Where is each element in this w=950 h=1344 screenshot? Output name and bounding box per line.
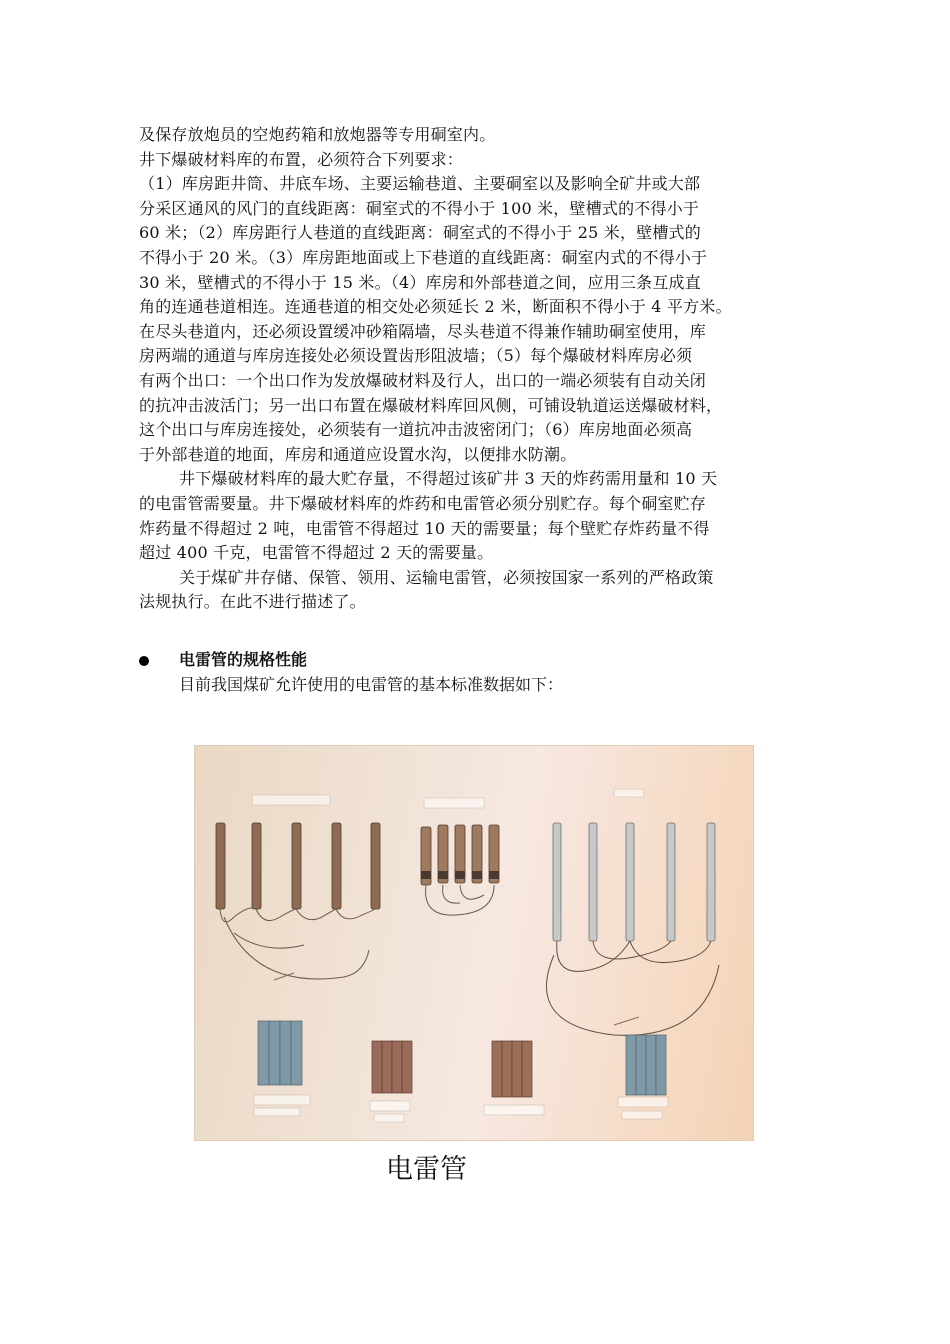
section-title: 电雷管的规格性能 bbox=[179, 650, 308, 669]
detonator-illustration bbox=[194, 745, 754, 1141]
detonator-photo bbox=[194, 745, 754, 1141]
text-line: 在尽头巷道内，还必须设置缓冲砂箱隔墙，尽头巷道不得兼作辅助硐室使用，库 bbox=[139, 321, 707, 341]
text-line: 法规执行。在此不进行描述了。 bbox=[139, 592, 366, 612]
text-line: 关于煤矿井存储、保管、领用、运输电雷管，必须按国家一系列的严格政策 bbox=[179, 567, 714, 587]
text-line: 于外部巷道的地面，库房和通道应设置水沟，以便排水防潮。 bbox=[139, 444, 577, 464]
text-line: 炸药量不得超过 2 吨，电雷管不得超过 10 天的需要量；每个壁贮存炸药量不得 bbox=[139, 518, 710, 538]
text-line: （1）库房距井筒、井底车场、主要运输巷道、主要硐室以及影响全矿井或大部 bbox=[139, 174, 701, 194]
text-line: 井下爆破材料库的最大贮存量，不得超过该矿井 3 天的炸药需用量和 10 天 bbox=[179, 469, 718, 489]
text-line: 30 米，壁槽式的不得小于 15 米。（4）库房和外部巷道之间，应用三条互成直 bbox=[139, 272, 701, 292]
text-line: 分采区通风的风门的直线距离：硐室式的不得小于 100 米，壁槽式的不得小于 bbox=[139, 198, 700, 218]
text-line: 不得小于 20 米。（3）库房距地面或上下巷道的直线距离：硐室内式的不得小于 bbox=[139, 247, 708, 267]
section-intro: 目前我国煤矿允许使用的电雷管的基本标准数据如下： bbox=[179, 675, 564, 694]
millisecond-detonators bbox=[547, 823, 720, 1035]
text-line: 这个出口与库房连接处，必须装有一道抗冲击波密闭门；（6）库房地面必须高 bbox=[139, 420, 693, 440]
text-line: 有两个出口：一个出口作为发放爆破材料及行人，出口的一端必须装有自动关闭 bbox=[139, 370, 707, 390]
body-text bbox=[139, 123, 819, 615]
figure-caption: 电雷管 bbox=[386, 1154, 467, 1185]
delay-detonators bbox=[421, 825, 499, 915]
text-line: 井下爆破材料库的布置，必须符合下列要求： bbox=[139, 149, 464, 169]
text-line: 的电雷管需要量。井下爆破材料库的炸药和电雷管必须分别贮存。每个硐室贮存 bbox=[139, 493, 707, 513]
text-line: 及保存放炮员的空炮药箱和放炮器等专用硐室内。 bbox=[139, 125, 496, 144]
text-line: 超过 400 千克，电雷管不得超过 2 天的需要量。 bbox=[139, 543, 494, 563]
section-heading bbox=[139, 648, 819, 674]
instant-detonators bbox=[216, 823, 380, 980]
text-line: 60 米；（2）库房距行人巷道的直线距离：硐室式的不得小于 25 米，壁槽式的 bbox=[139, 223, 701, 243]
bullet-icon bbox=[139, 656, 149, 666]
text-line: 角的连通巷道相连。连通巷道的相交处必须延长 2 米，断面积不得小于 4 平方米。 bbox=[139, 297, 732, 317]
text-line: 房两端的通道与库房连接处必须设置齿形阻波墙；（5）每个爆破材料库房必须 bbox=[139, 346, 693, 366]
text-line: 的抗冲击波活门；另一出口布置在爆破材料库回风侧，可铺设轨道运送爆破材料， bbox=[139, 395, 723, 415]
explosive-cartridges bbox=[258, 1021, 666, 1097]
